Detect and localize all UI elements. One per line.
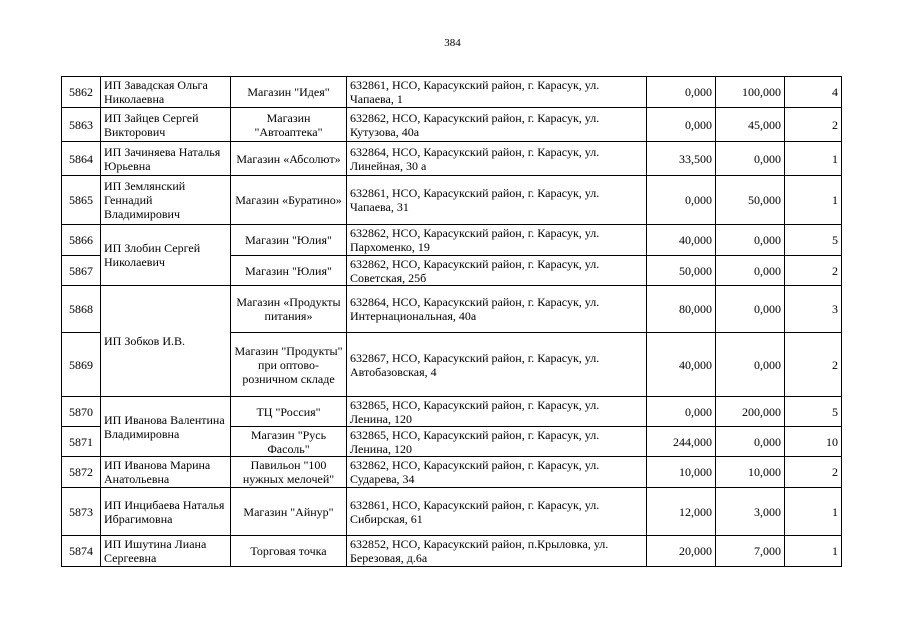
- table-row: [62, 225, 842, 256]
- value-3: 10: [785, 427, 842, 457]
- value-2: 0,000: [716, 427, 785, 457]
- value-2: 0,000: [716, 333, 785, 397]
- value-1: 20,000: [647, 536, 716, 567]
- row-number: 5866: [62, 225, 101, 256]
- value-1: 50,000: [647, 256, 716, 286]
- row-number: 5867: [62, 256, 101, 286]
- value-1: 0,000: [647, 77, 716, 108]
- row-number: 5874: [62, 536, 101, 567]
- object-address: 632861, НСО, Карасукский район, г. Карасук, ул. Чапаева, 31: [347, 176, 647, 225]
- value-2: 0,000: [716, 225, 785, 256]
- value-3: 1: [785, 536, 842, 567]
- object-name: Магазин «Абсолют»: [231, 142, 347, 176]
- object-name: Магазин "Идея": [231, 77, 347, 108]
- object-name: Магазин "Русь Фасоль": [231, 427, 347, 457]
- value-1: 10,000: [647, 457, 716, 488]
- value-1: 0,000: [647, 108, 716, 142]
- value-2: 0,000: [716, 256, 785, 286]
- object-address: 632862, НСО, Карасукский район, г. Карасук, ул. Советская, 25б: [347, 256, 647, 286]
- object-address: 632862, НСО, Карасукский район, г. Карасук, ул. Пархоменко, 19: [347, 225, 647, 256]
- object-address: 632862, НСО, Карасукский район, г. Карасук, ул. Кутузова, 40а: [347, 108, 647, 142]
- row-number: 5864: [62, 142, 101, 176]
- entrepreneur-name: ИП Зачиняева Наталья Юрьевна: [101, 142, 231, 176]
- value-3: 1: [785, 488, 842, 536]
- object-address: 632867, НСО, Карасукский район, г. Карасук, ул. Автобазовская, 4: [347, 333, 647, 397]
- value-1: 40,000: [647, 225, 716, 256]
- table-row: [62, 142, 842, 176]
- object-name: Магазин «Буратино»: [231, 176, 347, 225]
- row-number: 5870: [62, 397, 101, 427]
- object-address: 632852, НСО, Карасукский район, п.Крыловка, ул. Березовая, д.6а: [347, 536, 647, 567]
- table-row: [62, 176, 842, 225]
- object-name: Торговая точка: [231, 536, 347, 567]
- value-3: 4: [785, 77, 842, 108]
- value-3: 2: [785, 457, 842, 488]
- entrepreneur-name: ИП Ишутина Лиана Сергеевна: [101, 536, 231, 567]
- value-2: 100,000: [716, 77, 785, 108]
- value-2: 0,000: [716, 286, 785, 333]
- row-number: 5872: [62, 457, 101, 488]
- entrepreneur-name: ИП Иванова Валентина Владимировна: [101, 397, 231, 457]
- value-2: 7,000: [716, 536, 785, 567]
- value-1: 244,000: [647, 427, 716, 457]
- object-name: Магазин "Юлия": [231, 256, 347, 286]
- value-1: 33,500: [647, 142, 716, 176]
- object-address: 632865, НСО, Карасукский район, г. Карасук, ул. Ленина, 120: [347, 397, 647, 427]
- object-address: 632864, НСО, Карасукский район, г. Карасук, ул. Линейная, 30 а: [347, 142, 647, 176]
- entrepreneur-name: ИП Зайцев Сергей Викторович: [101, 108, 231, 142]
- table-row: [62, 286, 842, 333]
- value-2: 10,000: [716, 457, 785, 488]
- table-row: [62, 397, 842, 427]
- row-number: 5862: [62, 77, 101, 108]
- table-row: [62, 108, 842, 142]
- value-3: 5: [785, 225, 842, 256]
- object-name: Магазин "Айнур": [231, 488, 347, 536]
- value-1: 12,000: [647, 488, 716, 536]
- value-3: 5: [785, 397, 842, 427]
- entrepreneur-name: ИП Злобин Сергей Николаевич: [101, 225, 231, 286]
- value-2: 0,000: [716, 142, 785, 176]
- table-row: [62, 457, 842, 488]
- value-3: 2: [785, 333, 842, 397]
- object-name: Магазин «Продукты питания»: [231, 286, 347, 333]
- entrepreneur-name: ИП Землянский Геннадий Владимирович: [101, 176, 231, 225]
- object-address: 632864, НСО, Карасукский район, г. Карасук, ул. Интернациональная, 40а: [347, 286, 647, 333]
- value-1: 0,000: [647, 397, 716, 427]
- value-2: 200,000: [716, 397, 785, 427]
- row-number: 5865: [62, 176, 101, 225]
- object-name: Магазин "Автоаптека": [231, 108, 347, 142]
- object-name: Магазин "Продукты" при оптово-розничном складе: [231, 333, 347, 397]
- value-1: 80,000: [647, 286, 716, 333]
- entrepreneur-name: ИП Иванова Марина Анатольевна: [101, 457, 231, 488]
- object-address: 632862, НСО, Карасукский район, г. Карасук, ул. Сударева, 34: [347, 457, 647, 488]
- object-name: ТЦ "Россия": [231, 397, 347, 427]
- registry-table: [61, 76, 842, 567]
- value-3: 3: [785, 286, 842, 333]
- value-3: 1: [785, 142, 842, 176]
- table-row: [62, 536, 842, 567]
- value-3: 1: [785, 176, 842, 225]
- object-address: 632861, НСО, Карасукский район, г. Карасук, ул. Сибирская, 61: [347, 488, 647, 536]
- value-2: 45,000: [716, 108, 785, 142]
- value-3: 2: [785, 256, 842, 286]
- entrepreneur-name: ИП Завадская Ольга Николаевна: [101, 77, 231, 108]
- row-number: 5868: [62, 286, 101, 333]
- table-row: [62, 77, 842, 108]
- row-number: 5863: [62, 108, 101, 142]
- value-2: 50,000: [716, 176, 785, 225]
- value-3: 2: [785, 108, 842, 142]
- object-address: 632861, НСО, Карасукский район, г. Карасук, ул. Чапаева, 1: [347, 77, 647, 108]
- page-number: 384: [444, 37, 461, 49]
- object-name: Магазин "Юлия": [231, 225, 347, 256]
- object-address: 632865, НСО, Карасукский район, г. Карасук, ул. Ленина, 120: [347, 427, 647, 457]
- object-name: Павильон "100 нужных мелочей": [231, 457, 347, 488]
- value-1: 40,000: [647, 333, 716, 397]
- value-1: 0,000: [647, 176, 716, 225]
- entrepreneur-name: ИП Зобков И.В.: [101, 286, 231, 397]
- entrepreneur-name: ИП Инцибаева Наталья Ибрагимовна: [101, 488, 231, 536]
- row-number: 5873: [62, 488, 101, 536]
- table-row: [62, 488, 842, 536]
- row-number: 5869: [62, 333, 101, 397]
- value-2: 3,000: [716, 488, 785, 536]
- row-number: 5871: [62, 427, 101, 457]
